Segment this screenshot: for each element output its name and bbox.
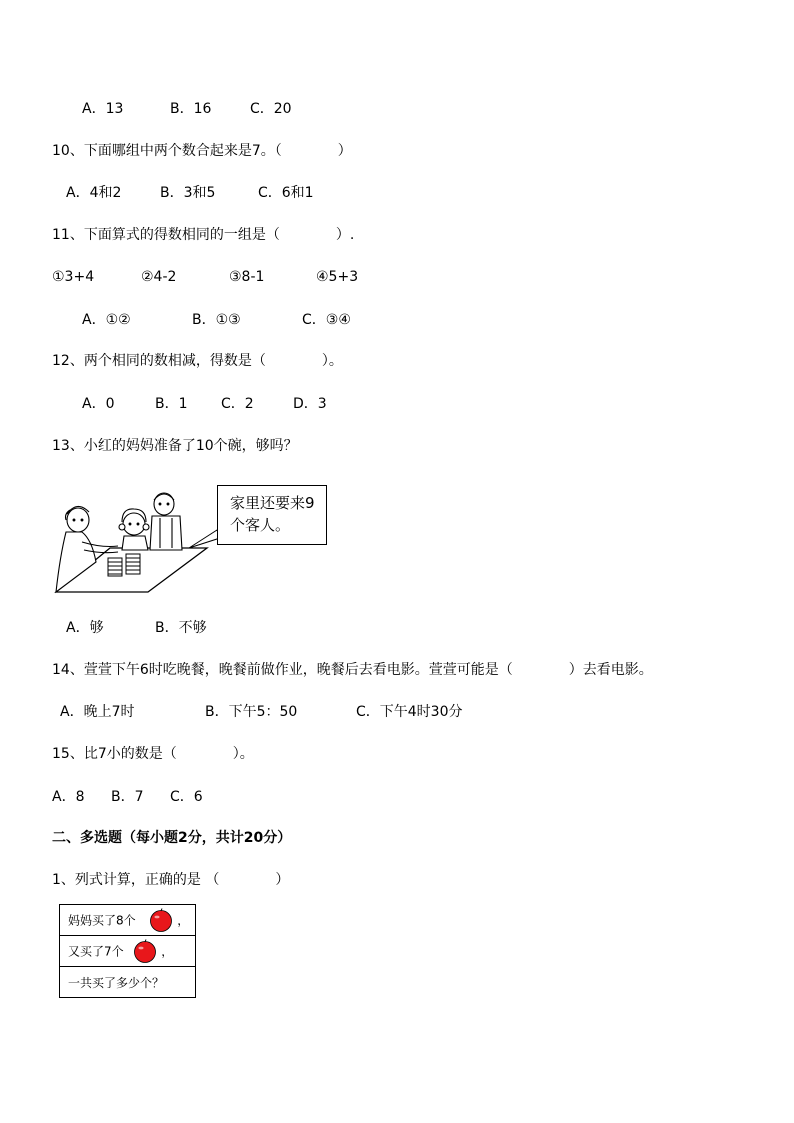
table-row bbox=[60, 967, 196, 998]
q14-option-c: C．下午4时30分 bbox=[356, 704, 463, 720]
q9-option-b: B．16 bbox=[170, 101, 212, 117]
q12-option-a: A．0 bbox=[82, 396, 115, 412]
speech-bubble-line-1: 家里还要来9 bbox=[230, 494, 315, 512]
q11-expression-2: ②4-2 bbox=[141, 269, 177, 285]
q12-option-c: C．2 bbox=[221, 396, 254, 412]
section-heading: 二、多选题（每小题2分，共计20分） bbox=[52, 830, 292, 846]
q12-option-b: B．1 bbox=[155, 396, 188, 412]
table-cell bbox=[60, 936, 196, 967]
q11-expression-3: ③8-1 bbox=[229, 269, 265, 285]
q14-question: 14、萱萱下午6时吃晚餐，晚餐前做作业，晚餐后去看电影。萱萱可能是（ ）去看电影。 bbox=[52, 662, 653, 678]
girl-figure bbox=[119, 509, 149, 550]
q12-question: 12、两个相同的数相减，得数是（ ）。 bbox=[52, 353, 343, 369]
row-2-comma: ， bbox=[161, 944, 174, 959]
q15-option-b: B．7 bbox=[111, 789, 144, 805]
row-1-text: 妈妈买了8个 bbox=[68, 913, 136, 928]
q15-option-a: A．8 bbox=[52, 789, 85, 805]
q14-option-b: B．下午5：50 bbox=[205, 704, 298, 720]
q14-option-a: A．晚上7时 bbox=[60, 704, 135, 720]
q11-option-b: B．①③ bbox=[192, 312, 241, 328]
q10-option-a: A．4和2 bbox=[66, 185, 122, 201]
q15-question: 15、比7小的数是（ ）。 bbox=[52, 746, 254, 762]
s2-q1-question: 1、列式计算，正确的是 （ ） bbox=[52, 872, 290, 888]
apple-word-problem-table bbox=[59, 904, 196, 998]
q12-option-d: D．3 bbox=[293, 396, 327, 412]
q11-option-a: A．①② bbox=[82, 312, 131, 328]
table-cell bbox=[60, 905, 196, 936]
bowl-stack-1 bbox=[108, 558, 122, 576]
q10-option-c: C．6和1 bbox=[258, 185, 314, 201]
q11-expression-4: ④5+3 bbox=[316, 269, 359, 285]
apple-icon bbox=[149, 908, 173, 932]
row-2-text: 又买了7个 bbox=[68, 944, 124, 959]
q9-option-a: A．13 bbox=[82, 101, 124, 117]
q11-option-c: C．③④ bbox=[302, 312, 351, 328]
q10-option-b: B．3和5 bbox=[160, 185, 216, 201]
table-row bbox=[60, 905, 196, 936]
table-row bbox=[60, 936, 196, 967]
q9-option-c: C．20 bbox=[250, 101, 292, 117]
boy-figure bbox=[150, 493, 182, 550]
speech-bubble-line-2: 个客人。 bbox=[230, 516, 291, 534]
apple-icon bbox=[133, 939, 157, 963]
row-1-comma: ， bbox=[177, 913, 190, 928]
row-3-text: 一共买了多少个？ bbox=[68, 975, 165, 990]
q13-option-a: A．够 bbox=[66, 620, 104, 636]
q11-expression-1: ①3+4 bbox=[52, 269, 95, 285]
q13-question: 13、小红的妈妈准备了10个碗，够吗？ bbox=[52, 438, 298, 454]
table-cell bbox=[60, 967, 196, 998]
q11-question: 11、下面算式的得数相同的一组是（ ）. bbox=[52, 227, 355, 243]
bowl-stack-2 bbox=[126, 554, 140, 574]
q13-option-b: B．不够 bbox=[155, 620, 207, 636]
speech-bubble bbox=[217, 485, 327, 545]
q10-question: 10、下面哪组中两个数合起来是7。（ ） bbox=[52, 143, 352, 159]
q15-option-c: C．6 bbox=[170, 789, 203, 805]
